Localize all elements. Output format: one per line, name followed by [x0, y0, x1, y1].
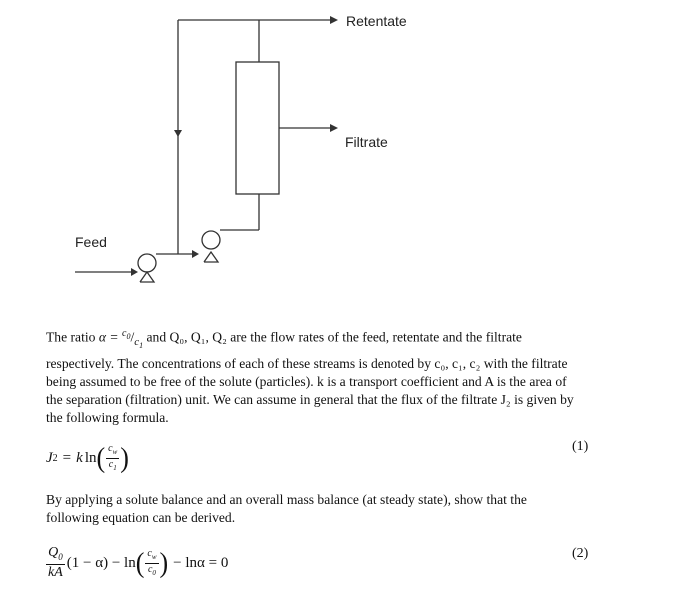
retentate-arrow-icon: [330, 16, 338, 24]
para-line-5: the following formula.: [46, 410, 169, 426]
recycle-arrow-icon: [174, 130, 182, 137]
para2-line-2: following equation can be derived.: [46, 510, 236, 525]
para-line-1: The ratio $\alpha = ^{c_0}/_{c_1}$ and Q₀, Q₁, Q₂ are the flow rates of the feed, retentate and the filtrate: [46, 328, 522, 351]
para2-line-1: By applying a solute balance and an overall mass balance (at steady state), show that the: [46, 492, 527, 507]
retentate-label: Retentate: [346, 13, 407, 29]
membrane-unit: [236, 62, 279, 194]
eq1-fraction: $\frac{c_w}{c_1}$: [108, 442, 118, 472]
equation-1: J 2 = k ln ( $\frac{c_w}{c_1}$ ): [46, 441, 129, 474]
equation-1-number: (1): [572, 439, 589, 454]
equation-2: $\frac{Q_0}{kA}$ (1 − α) − ln ( $\frac{c_w}{c_0}$ ) − lnα = 0: [48, 544, 229, 581]
recycle-pump-base: [204, 252, 218, 262]
feed-label: Feed: [75, 234, 107, 250]
para-line-4: the separation (filtration) unit. We can assume in general that the flux of the filtrate J₂ is given by: [46, 392, 574, 408]
filtrate-label: Filtrate: [345, 134, 388, 150]
feed-pump-icon: [138, 254, 156, 272]
equation-2-number: (2): [572, 546, 589, 561]
description-paragraph: [46, 325, 658, 427]
instruction-paragraph: [46, 491, 658, 527]
eq2-fraction: $\frac{Q_0}{kA}$: [48, 544, 63, 581]
recycle-pump-icon: [202, 231, 220, 249]
para-line-3: being assumed to be free of the solute (particles). k is a transport coefficient and A is the area of: [46, 374, 567, 390]
filtrate-arrow-icon: [330, 124, 338, 132]
feed-pump-base: [140, 272, 154, 282]
eq2-inner-fraction: $\frac{c_w}{c_0}$: [147, 547, 157, 577]
feed-arrow-icon: [131, 268, 138, 276]
process-diagram: [0, 0, 691, 300]
para-line-2: respectively. The concentrations of each of these streams is denoted by c₀, c₁, c₂ with the filtrate: [46, 356, 568, 372]
